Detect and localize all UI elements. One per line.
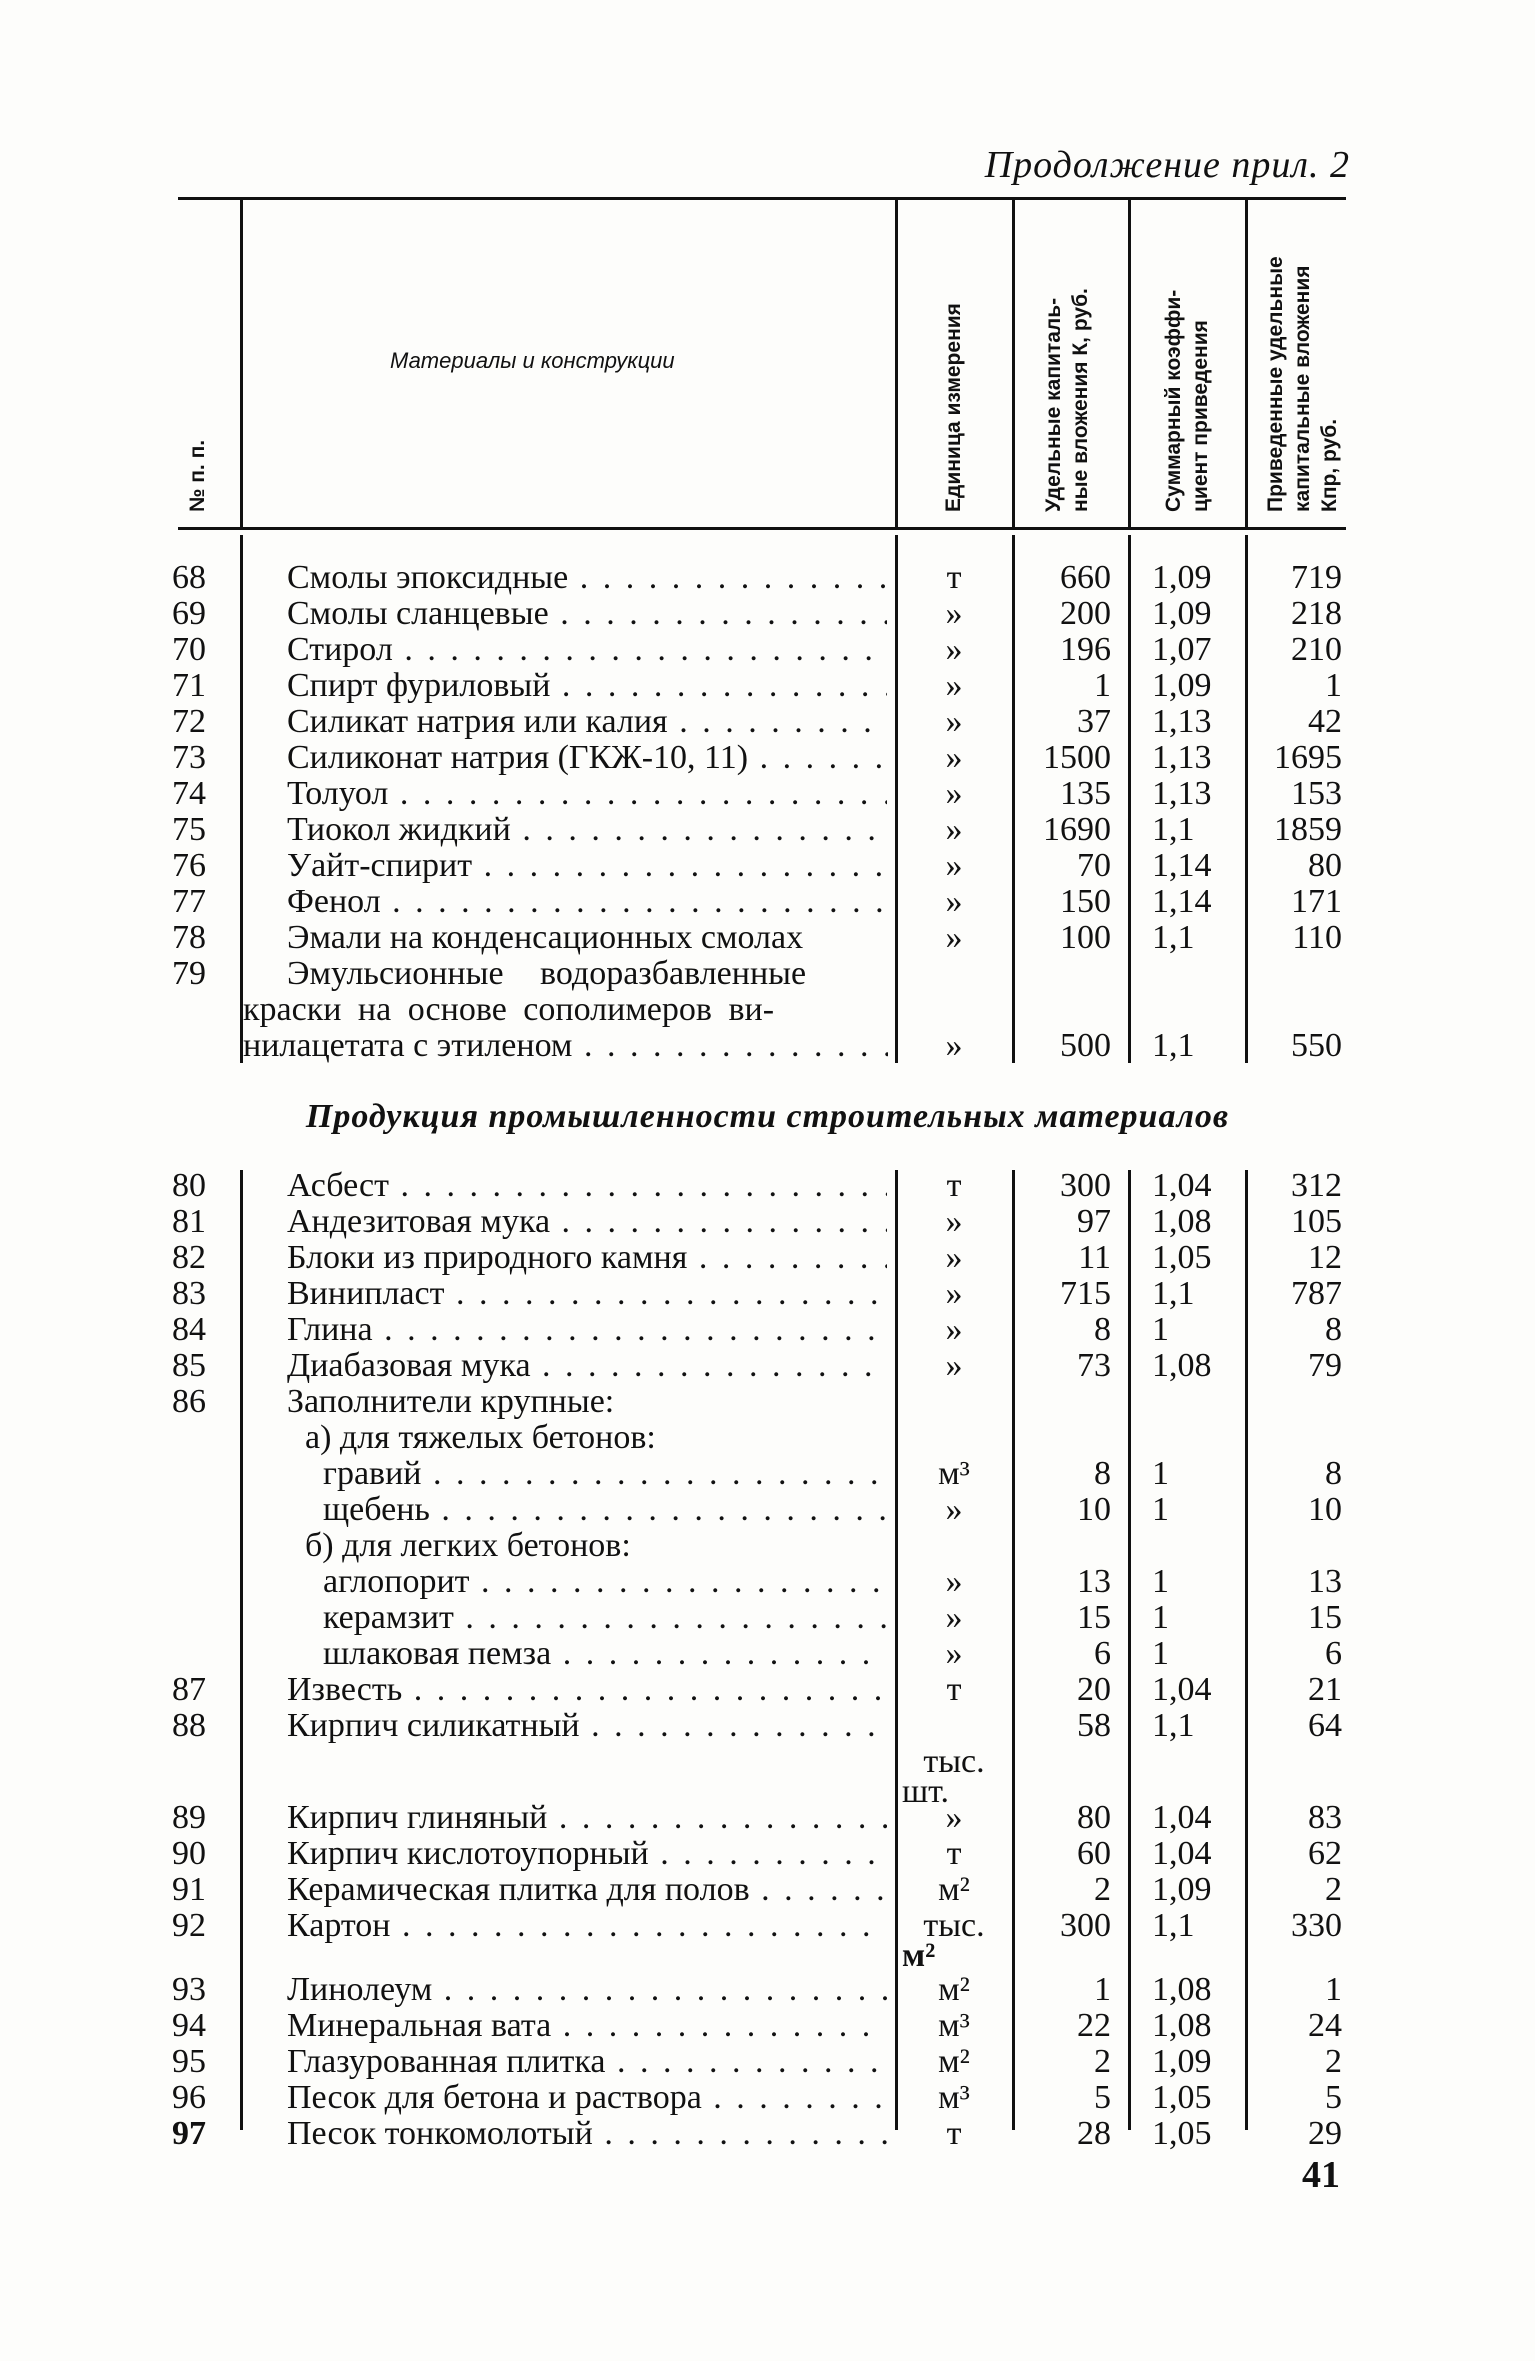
coefficient: 1,14: [1152, 883, 1212, 920]
header-coef: Суммарный коэффи- циент приведения: [1162, 289, 1212, 512]
row-number: 83: [172, 1275, 206, 1312]
material-name: Андезитовая мука . . .: [287, 1204, 887, 1240]
header-top-rule: [178, 197, 1346, 200]
unit: »: [945, 739, 963, 776]
reduced-kpr: 1695: [1274, 739, 1342, 776]
unit: »: [945, 1311, 963, 1348]
reduced-kpr: 218: [1291, 595, 1342, 632]
reduced-kpr: 83: [1308, 1799, 1342, 1836]
coefficient: 1,1: [1152, 1027, 1195, 1064]
unit: »: [945, 919, 963, 956]
row-number: 90: [172, 1835, 206, 1872]
reduced-kpr: 5: [1325, 2079, 1342, 2116]
coefficient: 1: [1152, 1311, 1169, 1348]
coefficient: 1,08: [1152, 1971, 1212, 2008]
material-name: Картон . . .: [287, 1908, 887, 1944]
capital-k: 60: [1077, 1835, 1111, 1872]
material-name: Кирпич глиняный . . .: [287, 1800, 887, 1836]
table-row: [0, 1420, 1535, 1456]
capital-k: 200: [1060, 595, 1111, 632]
coefficient: 1,1: [1152, 919, 1195, 956]
row-number: 72: [172, 703, 206, 740]
reduced-kpr: 13: [1308, 1563, 1342, 1600]
row-number: 81: [172, 1203, 206, 1240]
material-name: шлаковая пемза . . .: [323, 1636, 887, 1672]
coefficient: 1,13: [1152, 703, 1212, 740]
coefficient: 1: [1152, 1455, 1169, 1492]
row-number: 87: [172, 1671, 206, 1708]
material-name: Толуол . . .: [287, 776, 887, 812]
header-kpr: Приведенные удельные капитальные вложения Кпр, руб.: [1264, 256, 1341, 512]
material-name: Силикат натрия или калия . . .: [287, 704, 887, 740]
row-number: 75: [172, 811, 206, 848]
coefficient: 1,09: [1152, 595, 1212, 632]
table-row: [0, 1836, 1535, 1872]
coefficient: 1,05: [1152, 1239, 1212, 1276]
unit: тыс.: [923, 1743, 985, 1780]
row-number: 78: [172, 919, 206, 956]
header-materials: Материалы и конструкции: [390, 348, 675, 373]
table-row: [0, 1564, 1535, 1600]
unit: м²: [938, 1871, 970, 1908]
row-number: 68: [172, 559, 206, 596]
table-row: [0, 920, 1535, 956]
coefficient: 1,07: [1152, 631, 1212, 668]
material-name: Блоки из природного камня . . .: [287, 1240, 887, 1276]
table-row: [0, 1528, 1535, 1564]
coefficient: 1,09: [1152, 2043, 1212, 2080]
table-row: [0, 740, 1535, 776]
unit: »: [945, 1203, 963, 1240]
header-unit: Единица измерения: [942, 303, 965, 512]
coefficient: 1: [1152, 1563, 1169, 1600]
material-name: Фенол . . .: [287, 884, 887, 920]
unit: »: [945, 703, 963, 740]
table-row: [0, 1492, 1535, 1528]
unit: т: [946, 1835, 962, 1872]
material-name: гравий . . .: [323, 1456, 887, 1492]
capital-k: 196: [1060, 631, 1111, 668]
unit: »: [945, 667, 963, 704]
coefficient: 1: [1152, 1635, 1169, 1672]
material-name: Глина . . .: [287, 1312, 887, 1348]
capital-k: 15: [1077, 1599, 1111, 1636]
unit: тыс.: [923, 1907, 985, 1944]
row-number: 79: [172, 955, 206, 992]
material-name: Глазурованная плитка . . .: [287, 2044, 887, 2080]
material-name: Уайт-спирит . . .: [287, 848, 887, 884]
row-number: 77: [172, 883, 206, 920]
coefficient: 1: [1152, 1491, 1169, 1528]
coefficient: 1,08: [1152, 2007, 1212, 2044]
capital-k: 1500: [1043, 739, 1111, 776]
capital-k: 500: [1060, 1027, 1111, 1064]
coefficient: 1,05: [1152, 2079, 1212, 2116]
material-name-line: краски на основе сополимеров ви-: [243, 992, 775, 1028]
material-subheading: б) для легких бетонов:: [305, 1528, 631, 1564]
coefficient: 1,1: [1152, 1907, 1195, 1944]
coefficient: 1,1: [1152, 811, 1195, 848]
row-number: 85: [172, 1347, 206, 1384]
header-rule-5: [1245, 197, 1248, 527]
reduced-kpr: 787: [1291, 1275, 1342, 1312]
row-number: 84: [172, 1311, 206, 1348]
table-row: [0, 776, 1535, 812]
material-subheading: а) для тяжелых бетонов:: [305, 1420, 656, 1456]
capital-k: 11: [1078, 1239, 1111, 1276]
unit: »: [945, 775, 963, 812]
capital-k: 8: [1094, 1455, 1111, 1492]
material-name: Эмали на конденсационных смолах: [287, 920, 804, 956]
coefficient: 1,05: [1152, 2115, 1212, 2152]
unit: м²: [902, 1937, 936, 1974]
capital-k: 300: [1060, 1167, 1111, 1204]
table-row: [0, 1240, 1535, 1276]
unit: »: [945, 811, 963, 848]
coefficient: 1,04: [1152, 1167, 1212, 1204]
reduced-kpr: 171: [1291, 883, 1342, 920]
table-row: [0, 2044, 1535, 2080]
reduced-kpr: 29: [1308, 2115, 1342, 2152]
table-row: [0, 1348, 1535, 1384]
row-number: 76: [172, 847, 206, 884]
table-row: [0, 812, 1535, 848]
row-number: 94: [172, 2007, 206, 2044]
reduced-kpr: 42: [1308, 703, 1342, 740]
material-name: Тиокол жидкий . . .: [287, 812, 887, 848]
row-number: 69: [172, 595, 206, 632]
material-name: аглопорит . . .: [323, 1564, 887, 1600]
row-number: 91: [172, 1871, 206, 1908]
table-row: [0, 1708, 1535, 1744]
material-name: Диабазовая мука . . .: [287, 1348, 887, 1384]
material-name: Известь . . .: [287, 1672, 887, 1708]
material-name: Песок для бетона и раствора . . .: [287, 2080, 887, 2116]
capital-k: 150: [1060, 883, 1111, 920]
reduced-kpr: 105: [1291, 1203, 1342, 1240]
material-name: Спирт фуриловый . . .: [287, 668, 887, 704]
table-row: [0, 1938, 1535, 1974]
reduced-kpr: 330: [1291, 1907, 1342, 1944]
header-num: № п. п.: [186, 439, 209, 512]
coefficient: 1,09: [1152, 559, 1212, 596]
unit: »: [945, 1239, 963, 1276]
capital-k: 73: [1077, 1347, 1111, 1384]
unit: »: [945, 631, 963, 668]
table-row: [0, 1972, 1535, 2008]
capital-k: 10: [1077, 1491, 1111, 1528]
capital-k: 715: [1060, 1275, 1111, 1312]
reduced-kpr: 8: [1325, 1455, 1342, 1492]
reduced-kpr: 550: [1291, 1027, 1342, 1064]
table-row: [0, 1672, 1535, 1708]
unit: т: [946, 559, 962, 596]
unit: »: [945, 1599, 963, 1636]
unit: »: [945, 883, 963, 920]
header-rule-1: [240, 197, 243, 527]
reduced-kpr: 153: [1291, 775, 1342, 812]
material-name: Асбест . . .: [287, 1168, 887, 1204]
coefficient: 1,08: [1152, 1203, 1212, 1240]
unit: м³: [938, 1455, 970, 1492]
reduced-kpr: 210: [1291, 631, 1342, 668]
table-row: [0, 704, 1535, 740]
unit: м²: [938, 1971, 970, 2008]
capital-k: 8: [1094, 1311, 1111, 1348]
header-bottom-rule: [178, 527, 1346, 530]
table-row: [0, 596, 1535, 632]
row-number: 95: [172, 2043, 206, 2080]
unit: т: [946, 1167, 962, 1204]
reduced-kpr: 2: [1325, 1871, 1342, 1908]
header-rule-3: [1012, 197, 1015, 527]
coefficient: 1,09: [1152, 1871, 1212, 1908]
unit: »: [945, 1491, 963, 1528]
table-row: [0, 560, 1535, 596]
capital-k: 1: [1094, 1971, 1111, 2008]
row-number: 86: [172, 1383, 206, 1420]
table-row: [0, 1312, 1535, 1348]
capital-k: 37: [1077, 703, 1111, 740]
table-row: [0, 1168, 1535, 1204]
unit: »: [945, 1027, 963, 1064]
table-row: [0, 668, 1535, 704]
row-number: 74: [172, 775, 206, 812]
material-name: Винипласт . . .: [287, 1276, 887, 1312]
unit: »: [945, 1347, 963, 1384]
row-number: 82: [172, 1239, 206, 1276]
table-row: [0, 2116, 1535, 2152]
row-number: 93: [172, 1971, 206, 2008]
table-row-continuation: [0, 1028, 1535, 1064]
capital-k: 70: [1077, 847, 1111, 884]
coefficient: 1,1: [1152, 1275, 1195, 1312]
capital-k: 80: [1077, 1799, 1111, 1836]
capital-k: 22: [1077, 2007, 1111, 2044]
material-name: Керамическая плитка для полов . . .: [287, 1872, 887, 1908]
table-row: [0, 1276, 1535, 1312]
table-row: [0, 632, 1535, 668]
table-row: [0, 1204, 1535, 1240]
unit: м²: [938, 2043, 970, 2080]
coefficient: 1,08: [1152, 1347, 1212, 1384]
capital-k: 5: [1094, 2079, 1111, 2116]
material-name: Кирпич кислотоупорный . . .: [287, 1836, 887, 1872]
unit: м³: [938, 2079, 970, 2116]
reduced-kpr: 719: [1291, 559, 1342, 596]
reduced-kpr: 80: [1308, 847, 1342, 884]
unit: »: [945, 1563, 963, 1600]
reduced-kpr: 110: [1292, 919, 1342, 956]
coefficient: 1,04: [1152, 1671, 1212, 1708]
capital-k: 28: [1077, 2115, 1111, 2152]
reduced-kpr: 12: [1308, 1239, 1342, 1276]
reduced-kpr: 2: [1325, 2043, 1342, 2080]
coefficient: 1,09: [1152, 667, 1212, 704]
unit: шт.: [902, 1773, 949, 1810]
section-title: Продукция промышленности строительных материалов: [305, 1098, 1230, 1135]
table-row: [0, 848, 1535, 884]
unit: »: [945, 1275, 963, 1312]
capital-k: 13: [1077, 1563, 1111, 1600]
reduced-kpr: 8: [1325, 1311, 1342, 1348]
capital-k: 20: [1077, 1671, 1111, 1708]
unit: т: [946, 2115, 962, 2152]
reduced-kpr: 6: [1325, 1635, 1342, 1672]
capital-k: 97: [1077, 1203, 1111, 1240]
coefficient: 1: [1152, 1599, 1169, 1636]
unit: »: [945, 847, 963, 884]
reduced-kpr: 10: [1308, 1491, 1342, 1528]
continuation-title: Продолжение прил. 2: [984, 144, 1350, 186]
material-name: Кирпич силикатный . . .: [287, 1708, 887, 1744]
capital-k: 1: [1094, 667, 1111, 704]
row-number: 80: [172, 1167, 206, 1204]
coefficient: 1,04: [1152, 1835, 1212, 1872]
material-name: Песок тонкомолотый . . .: [287, 2116, 887, 2152]
material-name-line: Эмульсионные водоразбавленные: [287, 956, 807, 992]
table-row: [0, 884, 1535, 920]
table-row: [0, 1636, 1535, 1672]
capital-k: 58: [1077, 1707, 1111, 1744]
coefficient: 1,04: [1152, 1799, 1212, 1836]
unit: »: [945, 1799, 963, 1836]
material-name: Линолеум . . .: [287, 1972, 887, 2008]
header-rule-2: [895, 197, 898, 527]
table-row-continuation: [0, 992, 1535, 1028]
table-row: [0, 1872, 1535, 1908]
coefficient: 1,14: [1152, 847, 1212, 884]
row-number: 96: [172, 2079, 206, 2116]
capital-k: 6: [1094, 1635, 1111, 1672]
reduced-kpr: 1859: [1274, 811, 1342, 848]
reduced-kpr: 64: [1308, 1707, 1342, 1744]
capital-k: 100: [1060, 919, 1111, 956]
reduced-kpr: 62: [1308, 1835, 1342, 1872]
row-number: 97: [172, 2115, 206, 2152]
header-rule-4: [1128, 197, 1131, 527]
coefficient: 1,1: [1152, 1707, 1195, 1744]
table-row: [0, 1800, 1535, 1836]
table-row: [0, 1456, 1535, 1492]
row-number: 70: [172, 631, 206, 668]
row-number: 92: [172, 1907, 206, 1944]
reduced-kpr: 312: [1291, 1167, 1342, 1204]
table-row: [0, 1600, 1535, 1636]
reduced-kpr: 79: [1308, 1347, 1342, 1384]
reduced-kpr: 24: [1308, 2007, 1342, 2044]
capital-k: 135: [1060, 775, 1111, 812]
unit: »: [945, 1635, 963, 1672]
row-number: 88: [172, 1707, 206, 1744]
material-name-line: нилацетата с этиленом . . .: [243, 1028, 888, 1064]
material-name: Заполнители крупные:: [287, 1384, 615, 1420]
material-name: Смолы сланцевые . . .: [287, 596, 887, 632]
table-row: [0, 2080, 1535, 2116]
reduced-kpr: 1: [1325, 1971, 1342, 2008]
row-number: 73: [172, 739, 206, 776]
header-k: Удельные капиталь- ные вложения К, руб.: [1042, 288, 1092, 512]
material-name: Стирол . . .: [287, 632, 887, 668]
capital-k: 300: [1060, 1907, 1111, 1944]
material-name: Смолы эпоксидные . . .: [287, 560, 887, 596]
material-name: керамзит . . .: [323, 1600, 887, 1636]
coefficient: 1,13: [1152, 739, 1212, 776]
reduced-kpr: 1: [1325, 667, 1342, 704]
unit: »: [945, 595, 963, 632]
table-row: [0, 1384, 1535, 1420]
capital-k: 2: [1094, 1871, 1111, 1908]
page-number: 41: [1302, 2154, 1340, 2196]
material-name: Силиконат натрия (ГКЖ-10, 11) . . .: [287, 740, 887, 776]
table-row: [0, 2008, 1535, 2044]
reduced-kpr: 15: [1308, 1599, 1342, 1636]
capital-k: 660: [1060, 559, 1111, 596]
capital-k: 1690: [1043, 811, 1111, 848]
material-name: Минеральная вата . . .: [287, 2008, 887, 2044]
capital-k: 2: [1094, 2043, 1111, 2080]
coefficient: 1,13: [1152, 775, 1212, 812]
unit: т: [946, 1671, 962, 1708]
row-number: 71: [172, 667, 206, 704]
row-number: 89: [172, 1799, 206, 1836]
reduced-kpr: 21: [1308, 1671, 1342, 1708]
material-name: щебень . . .: [323, 1492, 887, 1528]
unit: м³: [938, 2007, 970, 2044]
table-row: [0, 956, 1535, 992]
